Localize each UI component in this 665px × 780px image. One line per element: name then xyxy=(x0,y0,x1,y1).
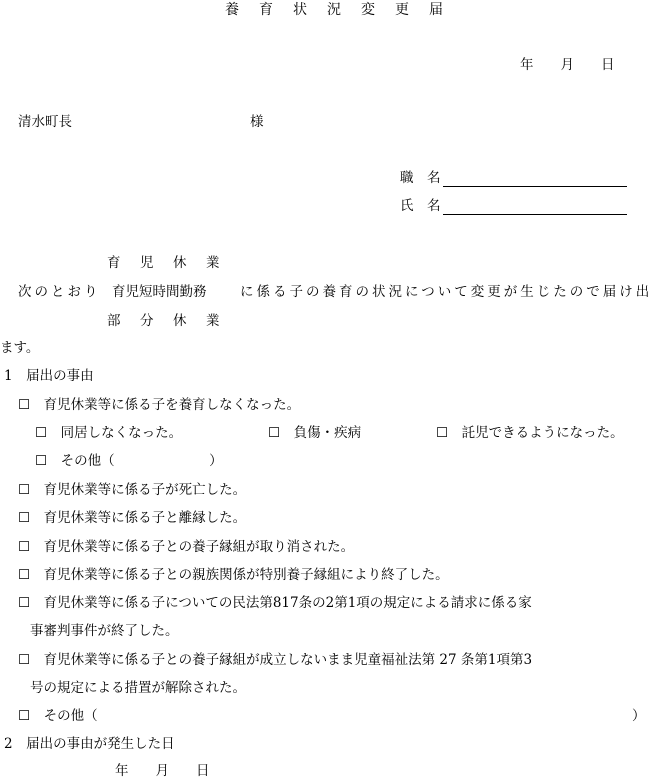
job-title-label: 職 名 xyxy=(400,170,441,186)
checkbox[interactable]: ☐ xyxy=(436,425,449,441)
section-1-title: 1 届出の事由 xyxy=(4,368,94,384)
checkbox[interactable]: ☐ xyxy=(18,482,31,498)
checkbox[interactable]: ☐ xyxy=(18,397,31,413)
reason-family-court xyxy=(18,594,532,612)
sub-reason-injury xyxy=(268,424,361,442)
name-row xyxy=(400,197,627,215)
reason-child-welfare xyxy=(18,651,532,669)
reason-other-close: ） xyxy=(632,708,646,724)
reason-label: その他（ xyxy=(43,708,98,724)
name-field[interactable] xyxy=(443,199,627,215)
intro-end: ます。 xyxy=(0,340,40,356)
intro-before: 次のとおり xyxy=(18,284,101,300)
reason-label: 育児休業等に係る子についての民法第817条の2第1項の規定による請求に係る家 xyxy=(43,595,532,611)
sub-reason-daycare xyxy=(436,424,624,442)
checkbox[interactable]: ☐ xyxy=(18,595,31,611)
reason-family-court-cont: 事審判事件が終了した。 xyxy=(30,623,179,639)
checkbox[interactable]: ☐ xyxy=(18,567,31,583)
reason-label: 託児できるようになった。 xyxy=(461,425,624,441)
reason-label: 育児休業等に係る子を養育しなくなった。 xyxy=(43,397,301,413)
checkbox[interactable]: ☐ xyxy=(18,510,31,526)
reason-label: 育児休業等に係る子との養子縁組が成立しないまま児童福祉法第 27 条第1項第3 xyxy=(43,652,533,668)
checkbox[interactable]: ☐ xyxy=(35,453,48,469)
checkbox[interactable]: ☐ xyxy=(18,539,31,555)
leave-type-short-hours: 育児短時間勤務 xyxy=(112,284,207,300)
reason-child-welfare-cont: 号の規定による措置が解除された。 xyxy=(30,680,246,696)
reason-label: 同居しなくなった。 xyxy=(60,425,183,441)
submission-date: 年 月 日 xyxy=(520,57,615,73)
sub-reason-other xyxy=(35,452,223,470)
checkbox[interactable]: ☐ xyxy=(35,425,48,441)
sub-reason-separated xyxy=(35,424,182,442)
job-title-field[interactable] xyxy=(443,171,627,187)
reason-label: その他（ ） xyxy=(60,453,223,469)
reason-adoption-cancelled xyxy=(18,538,354,556)
reason-label: 育児休業等に係る子との養子縁組が取り消された。 xyxy=(43,539,355,555)
reason-label: 育児休業等に係る子と離縁した。 xyxy=(43,510,247,526)
addressee: 清水町長 xyxy=(18,114,72,130)
intro-text: に係る子の養育の状況について変更が生じたので届け出 xyxy=(240,284,653,300)
job-title-row xyxy=(400,169,627,187)
reason-death xyxy=(18,481,246,499)
checkbox[interactable]: ☐ xyxy=(268,425,281,441)
reason-label: 育児休業等に係る子が死亡した。 xyxy=(43,482,247,498)
leave-type-childcare: 育 児 休 業 xyxy=(107,255,223,271)
reason-other xyxy=(18,707,98,725)
reason-dissolution xyxy=(18,509,246,527)
reason-special-adoption xyxy=(18,566,449,584)
reason-not-raising xyxy=(18,396,300,414)
occurrence-date: 年 月 日 xyxy=(115,763,210,779)
reason-label: 負傷・疾病 xyxy=(293,425,362,441)
checkbox[interactable]: ☐ xyxy=(18,708,31,724)
leave-type-partial: 部 分 休 業 xyxy=(107,313,223,329)
section-2-title: 2 届出の事由が発生した日 xyxy=(4,736,175,752)
name-label: 氏 名 xyxy=(400,198,441,214)
reason-label: 育児休業等に係る子との親族関係が特別養子縁組により終了した。 xyxy=(43,567,449,583)
addressee-suffix: 様 xyxy=(250,114,264,130)
checkbox[interactable]: ☐ xyxy=(18,652,31,668)
document-title: 養 育 状 況 変 更 届 xyxy=(225,2,446,18)
